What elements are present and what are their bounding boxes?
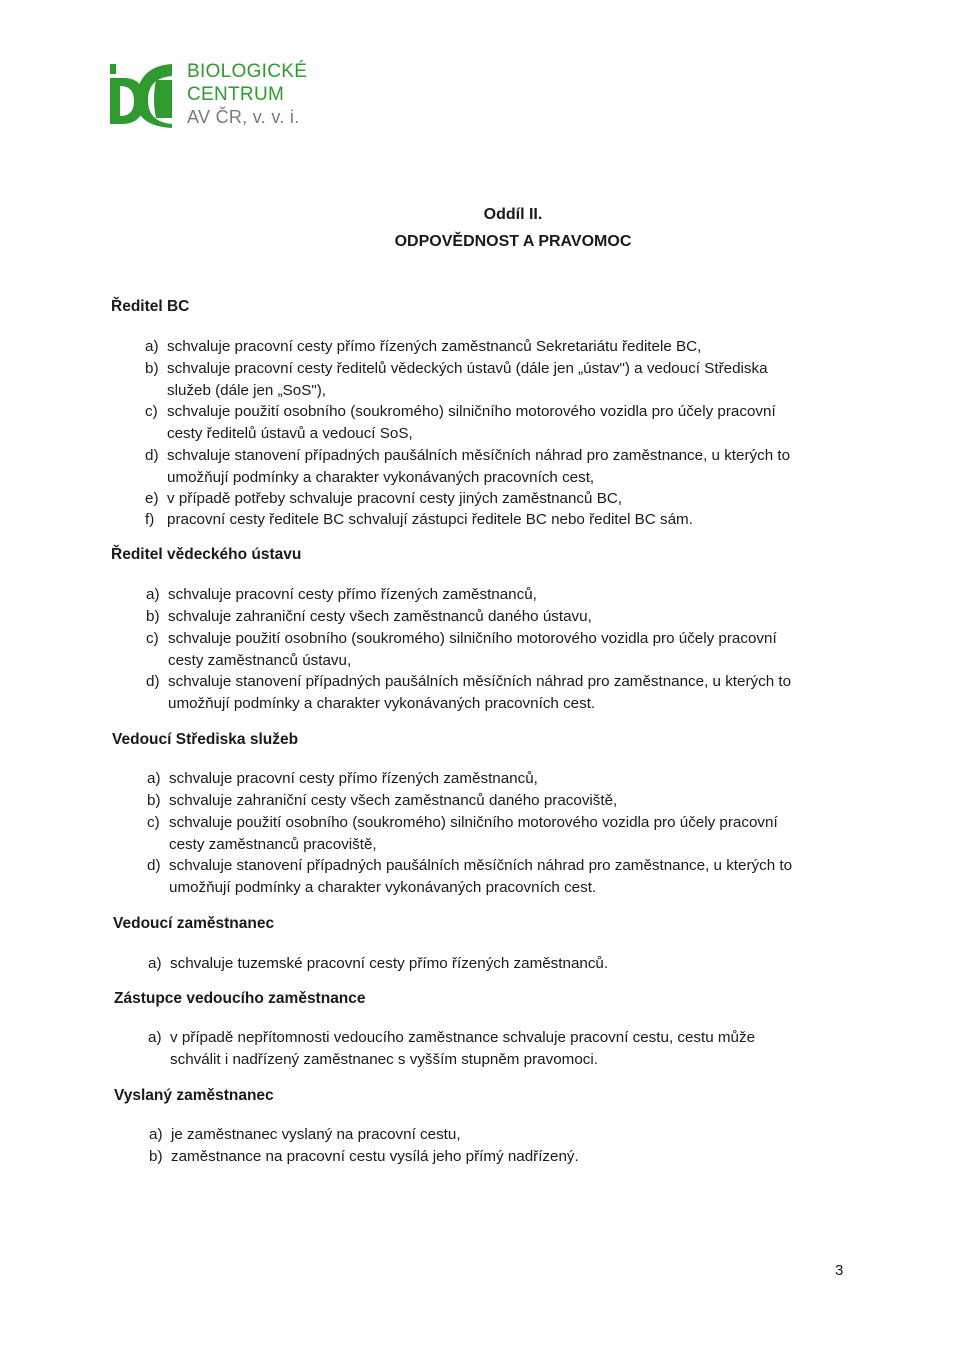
list-item-text: schvaluje stanovení případných paušálních měsíčních náhrad pro zaměstnance, u kterých to — [167, 447, 791, 464]
list-item-text: schvaluje zahraniční cesty všech zaměstnanců daného pracoviště, — [169, 792, 618, 809]
list-item-label: d) — [146, 673, 160, 690]
section-heading-zastupce: Zástupce vedoucího zaměstnance — [114, 990, 366, 1007]
list-item-text-cont: umožňují podmínky a charakter vykonávaných pracovních cest. — [168, 694, 596, 712]
list-item-text: schvaluje zahraniční cesty všech zaměstnanců daného ústavu, — [168, 608, 592, 625]
list-item-text-cont: cesty zaměstnanců ústavu, — [168, 651, 352, 669]
list-item-text: je zaměstnanec vyslaný na pracovní cestu, — [171, 1126, 461, 1143]
list-item-text: schvaluje tuzemské pracovní cesty přímo řízených zaměstnanců. — [170, 955, 609, 972]
list-item-label: a) — [145, 338, 159, 355]
list-item-label: e) — [145, 490, 159, 507]
list-item-label: c) — [147, 814, 160, 831]
section-heading-vyslany: Vyslaný zaměstnanec — [114, 1087, 274, 1104]
list-item-text-cont: cesty ředitelů ústavů a vedoucí SoS, — [167, 424, 413, 442]
list-item-text-cont: cesty zaměstnanců pracoviště, — [169, 835, 377, 853]
list-item-text: schvaluje pracovní cesty přímo řízených zaměstnanců Sekretariátu ředitele BC, — [167, 338, 702, 355]
list-item-text: schvaluje stanovení případných paušálních měsíčních náhrad pro zaměstnance, u kterých to — [168, 673, 792, 690]
list-item-label: b) — [145, 360, 159, 377]
list-item-label: d) — [145, 447, 159, 464]
section-heading-reditel-ustavu: Ředitel vědeckého ústavu — [111, 546, 302, 563]
list-item-label: b) — [147, 792, 161, 809]
list-item-label: b) — [149, 1148, 163, 1165]
list-item-text: schvaluje pracovní cesty ředitelů vědeckých ústavů (dále jen „ústav") a vedoucí Střediska — [167, 360, 768, 377]
page-number: 3 — [835, 1262, 844, 1279]
list-item-text: pracovní cesty ředitele BC schvalují zástupci ředitele BC nebo ředitel BC sám. — [167, 511, 693, 528]
list-item-label: a) — [148, 1029, 162, 1046]
list-item-label: d) — [147, 857, 161, 874]
list-item-label: b) — [146, 608, 160, 625]
list-item-text: schvaluje stanovení případných paušálních měsíčních náhrad pro zaměstnance, u kterých to — [169, 857, 793, 874]
list-item-text: schvaluje použití osobního (soukromého) silničního motorového vozidla pro účely pracovní — [168, 630, 777, 647]
list-item-label: f) — [145, 511, 155, 528]
list-item-label: a) — [149, 1126, 163, 1143]
list-item-text: zaměstnance na pracovní cestu vysílá jeho přímý nadřízený. — [171, 1148, 579, 1165]
list-item-label: c) — [146, 630, 159, 647]
list-item-label: a) — [146, 586, 160, 603]
list-item-text-cont: schválit i nadřízený zaměstnanec s vyšším stupněm pravomoci. — [170, 1050, 598, 1068]
list-item-text-cont: umožňují podmínky a charakter vykonávaných pracovních cest. — [169, 878, 597, 896]
list-item-text-cont: umožňují podmínky a charakter vykonávaných pracovních cest, — [167, 468, 595, 486]
logo-line-1: BIOLOGICKÉ — [187, 61, 308, 82]
bc-logo — [110, 60, 330, 135]
list-item-label: c) — [145, 403, 158, 420]
list-item-text: schvaluje pracovní cesty přímo řízených zaměstnanců, — [169, 770, 538, 787]
list-item-text: v případě potřeby schvaluje pracovní cesty jiných zaměstnanců BC, — [167, 490, 623, 507]
section-title: ODPOVĚDNOST A PRAVOMOC — [394, 233, 632, 250]
logo-line-3: AV ČR, v. v. i. — [187, 107, 300, 127]
list-item-text: schvaluje použití osobního (soukromého) silničního motorového vozidla pro účely pracovní — [167, 403, 776, 420]
bc-logo-mark-icon — [110, 60, 172, 128]
list-item-text: schvaluje použití osobního (soukromého) silničního motorového vozidla pro účely pracovní — [169, 814, 778, 831]
list-item-label: a) — [148, 955, 162, 972]
section-heading-vedouci-zamestnanec: Vedoucí zaměstnanec — [113, 915, 275, 932]
list-item-label: a) — [147, 770, 161, 787]
list-item-text: schvaluje pracovní cesty přímo řízených zaměstnanců, — [168, 586, 537, 603]
logo-line-2: CENTRUM — [187, 84, 285, 105]
section-number: Oddíl II. — [483, 206, 543, 223]
bc-logo-text — [187, 60, 307, 129]
section-heading-vedouci-strediska: Vedoucí Střediska služeb — [112, 731, 299, 748]
list-item-text-cont: služeb (dále jen „SoS"), — [167, 381, 327, 399]
list-item-text: v případě nepřítomnosti vedoucího zaměstnance schvaluje pracovní cestu, cestu může — [170, 1029, 756, 1046]
section-heading-reditel-bc: Ředitel BC — [111, 298, 190, 315]
